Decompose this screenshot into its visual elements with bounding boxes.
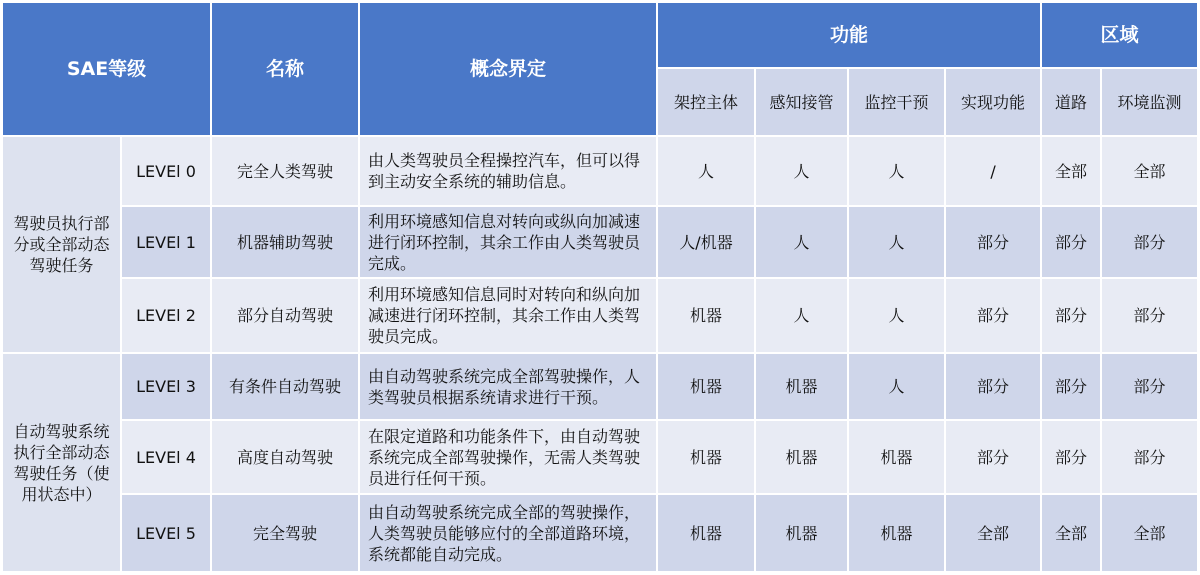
value-cell: 部分 <box>945 353 1041 420</box>
value-cell: / <box>945 136 1041 206</box>
value-cell: 部分 <box>1041 278 1101 353</box>
header-function: 功能 <box>657 2 1041 68</box>
desc-cell: 由自动驾驶系统完成全部驾驶操作，人类驾驶员根据系统请求进行干预。 <box>359 353 657 420</box>
desc-cell: 利用环境感知信息同时对转向和纵向加减速进行闭环控制，其余工作由人类驾驶员完成。 <box>359 278 657 353</box>
desc-cell: 由自动驾驶系统完成全部的驾驶操作，人类驾驶员能够应付的全部道路环境，系统都能自动完成。 <box>359 494 657 572</box>
value-cell: 机器 <box>848 494 945 572</box>
value-cell: 部分 <box>1101 278 1198 353</box>
header-name: 名称 <box>211 2 359 136</box>
value-cell: 机器 <box>657 494 755 572</box>
value-cell: 部分 <box>1041 353 1101 420</box>
desc-cell: 由人类驾驶员全程操控汽车，但可以得到主动安全系统的辅助信息。 <box>359 136 657 206</box>
name-cell: 有条件自动驾驶 <box>211 353 359 420</box>
value-cell: 人 <box>755 136 848 206</box>
value-cell: 部分 <box>945 206 1041 278</box>
subheader-monitor-intervene: 监控干预 <box>848 68 945 136</box>
subheader-perception-takeover: 感知接管 <box>755 68 848 136</box>
group-driver-label: 驾驶员执行部分或全部动态驾驶任务 <box>2 136 121 353</box>
level-cell: LEVEl 5 <box>121 494 211 572</box>
level-cell: LEVEl 3 <box>121 353 211 420</box>
header-sae-level: SAE等级 <box>2 2 211 136</box>
value-cell: 人/机器 <box>657 206 755 278</box>
table-row <box>2 206 1198 278</box>
subheader-control-subject: 架控主体 <box>657 68 755 136</box>
desc-cell: 利用环境感知信息对转向或纵向加减速进行闭环控制，其余工作由人类驾驶员完成。 <box>359 206 657 278</box>
name-cell: 高度自动驾驶 <box>211 420 359 494</box>
value-cell: 机器 <box>657 278 755 353</box>
value-cell: 全部 <box>1101 136 1198 206</box>
value-cell: 人 <box>755 206 848 278</box>
value-cell: 人 <box>848 353 945 420</box>
subheader-road: 道路 <box>1041 68 1101 136</box>
value-cell: 部分 <box>1041 206 1101 278</box>
value-cell: 部分 <box>1101 353 1198 420</box>
value-cell: 全部 <box>945 494 1041 572</box>
value-cell: 全部 <box>1101 494 1198 572</box>
name-cell: 机器辅助驾驶 <box>211 206 359 278</box>
value-cell: 机器 <box>755 353 848 420</box>
subheader-environment-monitor: 环境监测 <box>1101 68 1198 136</box>
table-row <box>2 136 1198 206</box>
value-cell: 人 <box>755 278 848 353</box>
value-cell: 部分 <box>1101 420 1198 494</box>
value-cell: 机器 <box>755 494 848 572</box>
value-cell: 全部 <box>1041 136 1101 206</box>
name-cell: 部分自动驾驶 <box>211 278 359 353</box>
value-cell: 部分 <box>945 278 1041 353</box>
value-cell: 人 <box>848 278 945 353</box>
level-cell: LEVEl 4 <box>121 420 211 494</box>
header-concept: 概念界定 <box>359 2 657 136</box>
desc-cell: 在限定道路和功能条件下，由自动驾驶系统完成全部驾驶操作，无需人类驾驶员进行任何干预。 <box>359 420 657 494</box>
sae-levels-table <box>1 1 1199 573</box>
value-cell: 机器 <box>657 420 755 494</box>
table-row <box>2 420 1198 494</box>
value-cell: 人 <box>657 136 755 206</box>
table-row <box>2 278 1198 353</box>
table-row <box>2 353 1198 420</box>
level-cell: LEVEl 1 <box>121 206 211 278</box>
subheader-function: 实现功能 <box>945 68 1041 136</box>
header-region: 区域 <box>1041 2 1198 68</box>
value-cell: 人 <box>848 136 945 206</box>
value-cell: 人 <box>848 206 945 278</box>
value-cell: 部分 <box>1101 206 1198 278</box>
value-cell: 机器 <box>755 420 848 494</box>
name-cell: 完全人类驾驶 <box>211 136 359 206</box>
value-cell: 部分 <box>945 420 1041 494</box>
value-cell: 部分 <box>1041 420 1101 494</box>
group-system-label: 自动驾驶系统执行全部动态驾驶任务（使用状态中） <box>2 353 121 572</box>
name-cell: 完全驾驶 <box>211 494 359 572</box>
level-cell: LEVEl 2 <box>121 278 211 353</box>
level-cell: LEVEl 0 <box>121 136 211 206</box>
value-cell: 机器 <box>848 420 945 494</box>
value-cell: 机器 <box>657 353 755 420</box>
value-cell: 全部 <box>1041 494 1101 572</box>
table-row <box>2 494 1198 572</box>
